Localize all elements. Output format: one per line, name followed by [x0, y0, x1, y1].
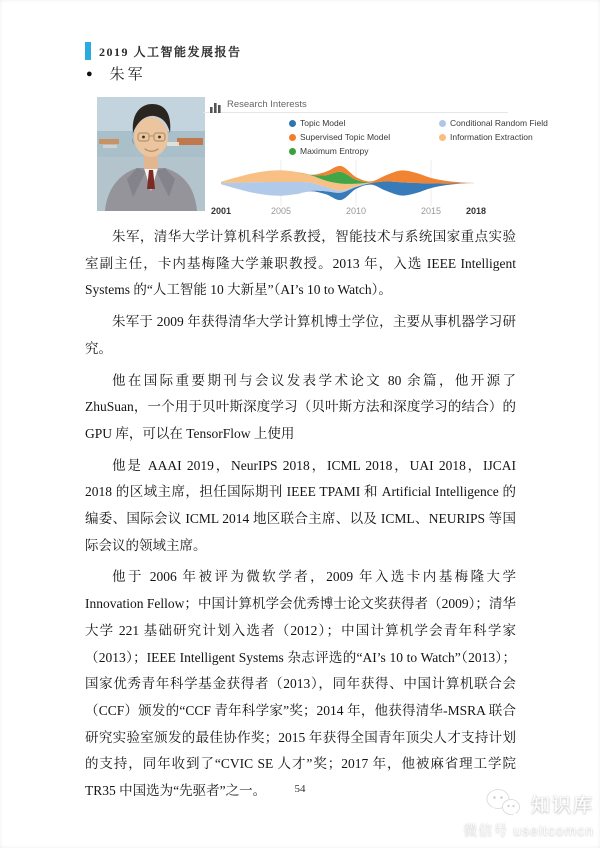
watermark — [463, 788, 594, 840]
chart-legend — [289, 116, 548, 158]
legend-swatch — [289, 134, 296, 141]
watermark-subtitle: 微信号 useitcomcn — [463, 822, 594, 838]
legend-item — [439, 130, 548, 144]
chart-title: Research Interests — [227, 99, 307, 110]
legend-swatch — [439, 120, 446, 127]
legend-label: Information Extraction — [450, 132, 533, 142]
header-accent-bar — [85, 42, 91, 60]
legend-swatch — [289, 148, 296, 155]
profile-photo — [97, 97, 205, 211]
legend-label: Topic Model — [300, 118, 346, 128]
axis-tick: 2010 — [345, 206, 367, 216]
axis-tick: 2018 — [465, 206, 487, 216]
legend-swatch — [439, 134, 446, 141]
bio-paragraph: 他于 2006 年被评为微软学者，2009 年入选卡内基梅隆大学 Innovation Fellow；中国计算机学会优秀博士论文奖获得者（2009）；清华大学 221 基础研究计划入选者（2012）；中国计算机学会青年科学家（2013）；IEEE Intelligent Systems 杂志评选的“AI’s 10 to Watch”（2013）；国家优秀青年科学基金获得者（2013），同年获得、中国计算机联合会（CCF）颁发的“CCF 青年科学家”奖；2014 年，他获得清华-MSRA 联合研究实验室颁发的最佳协作奖；2015 年获得全国青年顶尖人才支持计划的支持，同年收到了“CVIC SE 人才”奖；2017 年，他被麻省理工学院 TR35 中国选为“先驱者”之一。 — [85, 569, 516, 799]
chart-x-axis — [203, 206, 508, 218]
biography-text — [85, 224, 516, 810]
legend-item — [289, 144, 439, 158]
axis-tick: 2001 — [210, 206, 232, 216]
report-header — [85, 42, 242, 60]
bio-paragraph: 他是 AAAI 2019，NeurIPS 2018，ICML 2018，UAI 2018，IJCAI 2018 的区域主席，担任国际期刊 IEEE TPAMI 和 Artificial Intelligence 的编委、国际会议 ICML 2014 地区联合主席、以及 ICML、NEURIPS 等国际会议的领域主席。 — [85, 457, 516, 553]
bio-paragraph: 朱军于 2009 年获得清华大学计算机博士学位，主要从事机器学习研究。 — [85, 314, 516, 356]
watermark-title: 知识库 — [530, 794, 594, 816]
legend-label: Conditional Random Field — [450, 118, 548, 128]
bar-chart-icon — [210, 100, 221, 110]
report-title: 2019 人工智能发展报告 — [99, 44, 242, 59]
streamgraph-canvas — [203, 160, 508, 206]
bio-paragraph: 朱军，清华大学计算机科学系教授，智能技术与系统国家重点实验室副主任，卡内基梅隆大学兼职教授。2013 年，入选 IEEE Intelligent Systems 的“人工智能 10 大新星”（AI’s 10 to Watch）。 — [85, 229, 516, 298]
legend-label: Supervised Topic Model — [300, 132, 391, 142]
research-interests-chart — [203, 97, 548, 218]
person-name: 朱军 — [109, 67, 146, 83]
portrait-illustration — [97, 97, 205, 211]
legend-swatch — [289, 120, 296, 127]
legend-item — [439, 116, 548, 130]
axis-tick: 2015 — [420, 206, 442, 216]
wechat-icon — [483, 788, 523, 818]
bullet-icon: ● — [86, 67, 93, 80]
chart-header — [203, 97, 508, 113]
page-number: 54 — [294, 783, 306, 795]
legend-label: Maximum Entropy — [300, 146, 369, 156]
bio-paragraph: 他在国际重要期刊与会议发表学术论文 80 余篇，他开源了 ZhuSuan，一个用于贝叶斯深度学习（贝叶斯方法和深度学习的结合）的 GPU 库，可以在 TensorFlow 上使用 — [85, 372, 516, 441]
legend-item — [289, 130, 439, 144]
section-heading — [86, 63, 146, 84]
streamgraph — [203, 160, 508, 206]
legend-item — [289, 116, 439, 130]
axis-tick: 2005 — [270, 206, 292, 216]
